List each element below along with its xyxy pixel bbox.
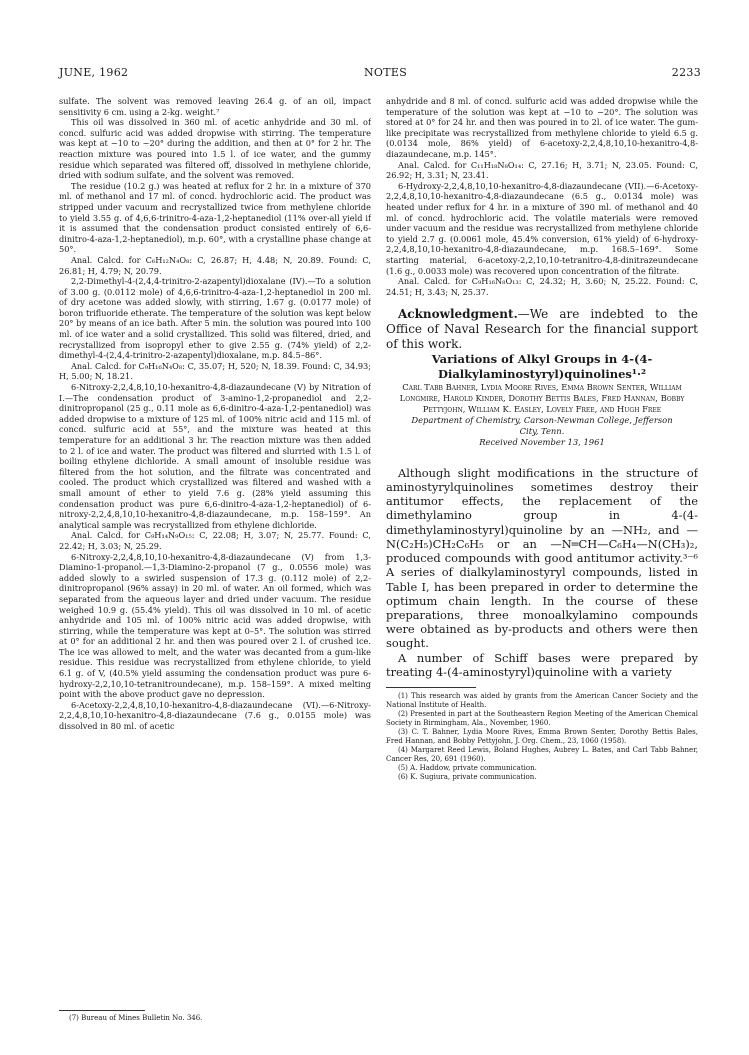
analysis-paragraph: Anal. Calcd. for C₆H₁₂N₄O₈: C, 26.87; H, 4.48; N, 20.89. Found: C, 26.81; H, 4.79; N, 20.79.: [59, 254, 371, 276]
running-header: [59, 66, 701, 82]
page-number: 2233: [671, 66, 701, 79]
analysis-paragraph: Anal. Calcd. for C₉H₁₆N₄O₈: C, 35.07; H, 520; N, 18.39. Found: C, 34.93; H, 5.00; N, 18.21.: [59, 360, 371, 382]
footnote: (4) Margaret Reed Lewis, Boland Hughes, Aubrey L. Bates, and Carl Tabb Bahner, Cancer Res, 20, 691 (1960).: [386, 745, 698, 763]
paragraph: 6-Acetoxy-2,2,4,8,10,10-hexanitro-4,8-diazaundecane (VI).—6-Nitroxy-2,2,4,8,10,10-hexanitro-4,8-diazaundecane (7.6 g., 0.0155 mole) was dissolved in 80 ml. of acetic: [59, 699, 371, 732]
footnote-rule: [59, 1010, 145, 1011]
footnote: (3) C. T. Bahner, Lydia Moore Rives, Emma Brown Senter, Dorothy Bettis Bales, Fred Hannan, and Bobby Pettyjohn, J. Org. Chem., 23, 1060 (1958).: [386, 727, 698, 745]
paragraph: 2,2-Dimethyl-4-(2,4,4-trinitro-2-azapentyl)dioxalane (IV).—To a solution of 3.00 g. (0.0112 mole) of 4,6,6-trinitro-4-aza-1,2-heptanediol in 200 ml. of dry acetone was added slowly, with stirring, 1.67 g. (0.0177 mole) of boron trifluoride etherate. The temperature of the solution was kept below 20° by means of an ice bath. After 5 min. the solution was poured into 100 ml. of ice water and a solid crystallized. This solid was filtered, dried, and recrystallized from isopropyl ether to give 2.55 g. (74% yield) of 2,2-dimethyl-4-(2,4,4-trinitro-2-azapentyl)dioxalane, m.p. 84.5–86°.: [59, 276, 371, 361]
footnote: (6) K. Sugiura, private communication.: [398, 772, 537, 781]
paragraph: 6-Nitroxy-2,2,4,8,10,10-hexanitro-4,8-diazaundecane (V) from 1,3-Diamino-1-propanol.—1,3-Diamino-2-propanol (7 g., 0.0556 mole) was added slowly to a swirled suspension of 17.3 g. (0.112 mole) of 2,2-dinitropropanol (96% assay) in 20 ml. of water. An oil formed, which was separated from the aqueous layer and dried under vacuum. The residue weighed 10.9 g. (55.4% yield). This oil was dissolved in 10 ml. of acetic anhydride and 105 ml. of 100% nitric acid was added dropwise, with stirring, while the temperature was kept at 0–5°. The solution was stirred at 0° for an additional 2 hr. and then was poured over 2 l. of crushed ice. The ice was allowed to melt, and the water was decanted from a gum-like residue. This residue was recrystallized from ethylene chloride, to yield 6.1 g. of V, (40.5% yield assuming the condensation product was pure 6-hydroxy-2,2,10,10-tetranitroundecane), m.p. 158–159°. A mixed melting point with the above product gave no depression.: [59, 551, 371, 700]
footnote: (7) Bureau of Mines Bulletin No. 346.: [69, 1014, 203, 1022]
paragraph: Although slight modifications in the structure of aminostyrylquinolines sometimes destroy their antitumor effects, the replacement of the dimethylamino group in 4-(4-dimethylaminostyryl)quinoline by an —NH₂, and —N(C₂H₅)CH₂C₆H₅ or an —N═CH—C₆H₄—N(CH₃)₂, produced compounds with good antitumor activity.³⁻⁶ A series of dialkylaminostyryl compounds, listed in Table I, has been prepared in order to determine the optimum chain length. In the course of these preparations, three monoalkylamino compounds were obtained as by-products and others were then sought.: [386, 465, 698, 651]
right-column: [386, 96, 698, 1008]
footnote-rule: [386, 687, 476, 688]
paragraph: The residue (10.2 g.) was heated at reflux for 2 hr. in a mixture of 370 ml. of methanol and 17 ml. of concd. hydrochloric acid. The product was stripped under vacuum and recrystallized twice from methylene chloride to yield 3.55 g. of 4,6,6-trinitro-4-aza-1,2-heptanediol (11% over-all yield if it is assumed that the condensation product consisted entirely of 6,6-dinitro-4-aza-1,2-heptanediol), m.p. 60°, with a crystalline phase change at 50°.: [59, 180, 371, 255]
left-footnotes: [59, 1010, 371, 1023]
footnote: (1) This research was aided by grants from the American Cancer Society and the National Institute of Health.: [386, 691, 698, 709]
author-list: Carl Tabb Bahner, Lydia Moore Rives, Emma Brown Senter, William Longmire, Harold Kinder, Dorothy Bettis Bales, Fred Hannan, Bobby Pettyjohn, William K. Easley, Lovely Free, and Hugh Free: [399, 382, 685, 415]
paragraph: A number of Schiff bases were prepared by treating 4-(4-aminostyryl)quinoline with a variety: [386, 650, 698, 679]
affiliation: Department of Chemistry, Carson-Newman College, Jefferson City, Tenn.: [411, 415, 673, 437]
left-column: [59, 96, 371, 1008]
footnote: (5) A. Haddow, private communication.: [398, 763, 537, 772]
paragraph: 6-Nitroxy-2,2,4,8,10,10-hexanitro-4,8-diazaundecane (V) by Nitration of I.—The condensation product of 3-amino-1,2-propanediol and 2,2-dinitropropanol (25 g., 0.11 mole as 6,6-dinitro-4-aza-1,2-pentanediol) was added dropwise to a mixture of 125 ml. of 100% nitric acid and 115 ml. of concd. sulfuric acid at 55°, and the mixture was heated at this temperature for an additional 3 hr. The reaction mixture was then added to 2 l. of ice and water. The product was filtered and slurried with 1.5 l. of boiling ethylene dichloride. A small amount of insoluble residue was filtered from the hot solution, and the filtrate was concentrated and cooled. The product which crystallized was filtered and washed with a small amount of ether to yield 7.6 g. (28% yield assuming this condensation product was pure 6,6-dinitro-4-aza-1,2-heptanediol) of 6-nitroxy-2,2,4,8,10,10-hexanitro-4,8-diazaundecane, m.p. 158–159°. An analytical sample was recrystallized from ethylene dichloride.: [59, 382, 371, 530]
article-title: Variations of Alkyl Groups in 4-(4-Dialkylaminostyryl)quinolines¹·²: [431, 352, 653, 382]
analysis-paragraph: Anal. Calcd. for C₁₁H₁₈N₈O₁₄: C, 27.16; H, 3.71; N, 23.05. Found: C, 26.92; H, 3.31; N, 23.41.: [386, 159, 698, 181]
received-date: Received November 13, 1961: [479, 437, 605, 448]
paragraph: 6-Hydroxy-2,2,4,8,10,10-hexanitro-4,8-diazaundecane (VII).—6-Acetoxy-2,2,4,8,10,10-hexanitro-4,8-diazaundecane (6.5 g., 0.0134 mole) was heated under reflux for 4 hr. in a mixture of 390 ml. of methanol and 40 ml. of concd. hydrochloric acid. The volatile materials were removed under vacuum and the residue was recrystallized from methylene chloride to yield 2.7 g. (0.0061 mole, 45.4% conversion, 61% yield) of 6-hydroxy-2,2,4,8,10,10-hexanitro-4,8-diazaundecane, m.p. 168.5–169°. Some starting material, 6-acetoxy-2,2,10,10-tetranitro-4,8-dinitrazeundecane (1.6 g., 0.0033 mole) was recovered upon concentration of the filtrate.: [386, 180, 698, 276]
analysis-paragraph: Anal. Calcd. for C₉H₁₄N₉O₁₅: C, 22.08; H, 3.07; N, 25.77. Found: C, 22.42; H, 3.03; N, 25.29.: [59, 530, 371, 551]
acknowledgment-text: —We are indebted to the Office of Naval Research for the financial support of this work.: [386, 307, 698, 352]
header-section: NOTES: [364, 66, 408, 79]
analysis-paragraph: Anal. Calcd. for C₉H₁₆N₈O₁₃: C, 24.32; H, 3.60; N, 25.22. Found: C, 24.51; H, 3.43; N, 25.37.: [386, 276, 698, 297]
acknowledgment-label: Acknowledgment.: [398, 307, 518, 322]
acknowledgment: [386, 307, 698, 352]
footnote: (2) Presented in part at the Southeastern Region Meeting of the American Chemical Society in Birmingham, Ala., November, 1960.: [386, 709, 698, 727]
paragraph: This oil was dissolved in 360 ml. of acetic anhydride and 30 ml. of concd. sulfuric acid was added dropwise with stirring. The temperature was kept at −10 to −20° during the addition, and then at 0° for 2 hr. The reaction mixture was poured into 1.5 l. of ice water, and the gummy residue which separated was filtered off, dissolved in methylene chloride, dried with sodium sulfate, and the solvent was removed.: [59, 117, 371, 181]
header-date: JUNE, 1962: [59, 66, 129, 79]
paragraph: anhydride and 8 ml. of concd. sulfuric acid was added dropwise while the temperature of the solution was kept at −10 to −20°. The solution was stored at 0° for 24 hr. and then was poured in to 2l. of ice water. The gum-like precipitate was recrystallized from methylene chloride to yield 6.5 g. (0.0134 mole, 86% yield) of 6-acetoxy-2,2,4,8,10,10-hexanitro-4,8-diazaundecane, m.p. 145°.: [386, 96, 698, 159]
article-body: [386, 466, 698, 679]
paragraph: sulfate. The solvent was removed leaving 26.4 g. of an oil, impact sensitivity 6 cm. using a 2-kg. weight.⁷: [59, 96, 371, 117]
